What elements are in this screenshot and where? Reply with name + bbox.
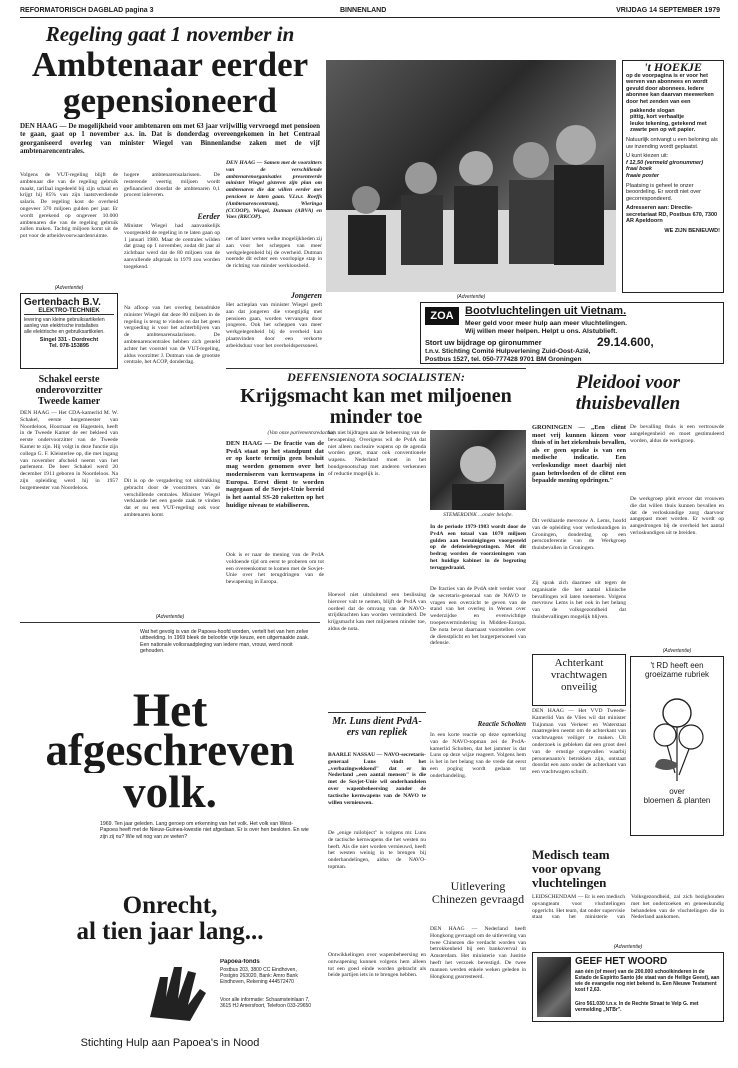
sub-eerder: Eerder (197, 212, 220, 221)
pleidooi-body2: Zij sprak zich daarmee uit tegen de organisatie die het aantal klinische bevallingen wil laten toenemen. Volgens mevrouw Lems is het ook in het belang van de volksgezondheid dat thuisbevallingen mogelijk blijven. (532, 580, 626, 620)
gertenbach-item: aanleg van elektrische installaties (24, 323, 99, 329)
vietnam-line5: Postbus 1527, tel. 050-777428 9701 BM Groningen (425, 356, 582, 363)
defensie-body4: In de periode 1979-1983 wordt door de PvdA een totaal van 1070 miljoen gulden aan bezuinigingen voorgesteld op de defensiebegrotingen. Met dit bedrag worden de voorzieningen van het huidige kabinet in de begroting teruggedraaid. (430, 524, 526, 571)
top-headline: Ambtenaar eerder gepensioneerd (31, 47, 309, 119)
vietnam-ad (420, 302, 724, 364)
gertenbach-sub: ELEKTRO-TECHNIEK (24, 308, 114, 315)
defensie-kicker: DEFENSIENOTA SOCIALISTEN: (287, 370, 465, 384)
header-date: VRIJDAG 14 SEPTEMBER 1979 (616, 7, 720, 14)
defensie-lead: DEN HAAG — De fractie van de PvdA staat op het standpunt dat er op korte termijn geen besluit mag worden genomen over het moderniseren van kernwapens in Europa. Eerst dient te worden nagegaan of de Sovjet-Unie bereid is het aantal SS-20 raketten op het huidige niveau te stabiliseren. (226, 440, 324, 509)
geefword-title: GEEF HET WOORD (575, 956, 668, 967)
hoekje-bullet: pakkende slogan (630, 107, 675, 114)
gertenbach-item: alle elektrische en gebruiksartikelen. (24, 329, 105, 335)
papoea-title1: Het (132, 687, 208, 735)
uitlevering-body: DEN HAAG — Nederland heeft Hongkong gevraagd om de uitlevering van twee Chinezen die verdacht worden van betrokkenheid bij een bankoverval in Amsterdam. Het ministerie van Justitie heeft het verzoek bevestigd. De twee mannen werden enkele weken geleden in Hongkong gearresteerd. (430, 926, 526, 980)
gertenbach-address: Singel 331 - Dordrecht (39, 337, 99, 343)
header-left: REFORMATORISCH DAGBLAD pagina 3 (20, 7, 154, 14)
papoea-footer: Stichting Hulp aan Papoea's in Nood (80, 1037, 260, 1049)
defensie-rule (226, 368, 526, 369)
luns-body2: Ontwikkelingen over wapenbeheersing en ontwapening kunnen volgens hem alleen tot een goed einde worden gebracht als beide partijen iets in te brengen hebben. (328, 952, 426, 979)
top-lead: DEN HAAG — De mogelijkheid voor ambtenaren om met 63 jaar vrijwillig vervroegd met pensioen te gaan, gaat op 1 november a.s. in. Dat is donderdag overeengekomen in het Centraal georganiseerd overleg van minister Wiegel van Binnenlandse zaken met de vijf ambtenarencentrales. (20, 122, 320, 156)
papoea-org-address: Postbus 203, 3800 CC Eindhoven, Postgiro 263020, Bank: Amro Bank Eindhoven, Rekening 444572470 (220, 967, 298, 985)
hoekje-body2: Plaatsing is geheel te onzer beoordeling. Er wordt niet over gecorrespondeerd. (626, 182, 701, 202)
geefword-text: aan één (of meer) van de 200.000 schoolkinderen in de Estado de Espírito Santo (de staat van de Heilige Geest), aan wie de evangelie nog niet bekend is. Een Nieuwe Testament kost f 2,63. (575, 969, 720, 993)
hoekje-body: Natuurlijk ontvangt u een beloning als uw inzending wordt geplaatst. (626, 136, 718, 150)
papoea-slogan1: Onrecht, (122, 893, 218, 919)
papoea-ad (20, 622, 320, 1060)
photo-caption: DEN HAAG — Samen met de voorzitters van de verschillende ambtenarenorganisaties presenteerde minister Wiegel gisteren zijn plan om ambtenaren die dat willen eerder met pensioen te laten gaan. V.l.n.r. Roeffs (Ambtenarencentrum), Wieringa (CCOOP), Wiegel, Dutman (ABVA) en Vaes (RKCOP). (226, 160, 322, 221)
geefword-giro: Giro 561.030 t.n.v. In de Rechte Straat te Velp G. met vermelding „NTBr". (575, 1001, 699, 1013)
gertenbach-ad (20, 293, 118, 369)
luns-body1: De „enige ruilobject" is volgens mr. Luns de tactische kernwapens die het westen nu heeft. Als die niet worden vernieuwd, heeft het westen weinig in te brengen bij onderhandelingen, aldus de NAVO-topman. (328, 830, 426, 870)
rubriek-line1: 't RD heeft een (650, 661, 704, 670)
hoekje-closing: WE ZIJN BENIEUWD! (664, 228, 720, 235)
child-photo (537, 957, 571, 1017)
papoea-adv-label: (Advertentie) (155, 614, 185, 620)
gertenbach-items (24, 317, 114, 335)
defensie-headline: Krijgsmacht kan met miljoenen minder toe (240, 386, 512, 428)
papoea-title2: afgeschreven (45, 727, 295, 773)
defensie-body1: Ook is er naar de mening van de PvdA voldoende tijd om eerst te proberen om tot een overeenkomst te komen met de Sovjet-Unie over het terugdringen van de bewapening in Europa. (226, 552, 324, 586)
rubriek-line4: bloemen & planten (643, 796, 711, 805)
geefword-adv-label: (Advertentie) (613, 944, 643, 950)
achterkant-body: DEN HAAG — Het VVD Tweede-Kamerlid Van de Vlies wil dat minister Tuijnman van Verkeer en Waterstaat maatregelen neemt om de achterkant van vrachtwagens veiliger te maken. Uit onderzoek is gebleken dat een groot deel van de ernstige ongevallen waarbij personenauto's betrokken zijn, ontstaat doordat een auto onder de achterkant van een vrachtwagen schuift. (532, 708, 626, 776)
top-body-col2b: Minister Wiegel had aanvankelijk voorgesteld de regeling in te laten gaan op 1 januari 1980. Maar de centrales wilden dat graag op 1 november, zodat dit jaar al zichtbaar werd dat de 80 miljoen van de aanvullende afspraak in 1979 zou worden toegekend. (124, 223, 220, 270)
portrait-figure (430, 430, 526, 510)
flower-illustration (637, 683, 717, 783)
rubriek-line3: over (669, 787, 685, 796)
defensie-body2: kan niet bijdragen aan de beheersing van de bewapening. Overigens wil de PvdA dat niet alleen nucleaire wapens op de agenda worden gezet, maar ook conventionele wapens. Nederland moet in het bondgenootschap met anderen verkennen of reductie mogelijk is. (328, 430, 426, 477)
luns-lead: BAARLE NASSAU — NAVO-secretaris-generaal Luns vindt het „verbazingwekkend" dat er in Nederland „een aantal mensen" is die met de Sovjet-Unie wil onderhandelen over wapenbeheersing zonder de tactische kernwapens van de NAVO te willen vernieuwen. (328, 752, 426, 806)
pleidooi-headline: Pleidooi voor thuisbevallen (575, 372, 681, 414)
reactie-sub: Reactie Scholten (477, 720, 526, 728)
defensie-body3: Hoewel niet uitsluitend een beslissing hierover valt te nemen, blijft de PvdA van oordeel dat de omvang van de NAVO-strijdkrachten kan worden verminderd. De krijgsmacht kan met miljoenen minder toe, aldus de nota. (328, 592, 426, 632)
luns-headline: Mr. Luns dient PvdA-ers van repliek (332, 716, 422, 738)
geefword-ad (532, 952, 724, 1022)
vietnam-giro: 29.14.600, (597, 335, 654, 349)
achterkant-box (532, 654, 626, 706)
top-body-col3b: Het actieplan van minister Wiegel geeft aan dat jongeren die vroegtijdig met pensioen gaan, worden vervangen door jongeren. Ook het scheppen van meer werkgelegenheid bij de overheid kan plaatsvinden door een verkorte arbeidsduur voor het overheidspersoneel. (226, 302, 322, 349)
vietnam-line1: Meer geld voor meer hulp aan meer vluchtelingen. (465, 320, 628, 327)
defensie-body5: De fracties van de PvdA stelt verder voor de secretaris-generaal van de NAVO te vragen een overzicht te geven van de stand van het overleg in Wenen over wederzijdse en evenwichtige troepenvermindering in Midden-Europa. De nota bevat daarnaast voorstellen over de dienstplicht en het burgerpersoneel van defensie. (430, 586, 526, 647)
rubriek-ad (630, 656, 724, 836)
rubriek-line2: groeizame rubriek (644, 670, 710, 679)
schakel-headline: Schakel eerste onderovorzitter Tweede kamer (35, 374, 103, 407)
vietnam-line2: Wij willen meer helpen. Helpt u ons. Alstublieft. (465, 328, 618, 335)
medisch-body: LEIDSCHENDAM — Er is een medisch opvangteam voor vluchtelingen opgericht. Het team, dat onder supervisie staat van het ministerie van Volksgezondheid, zal zich bezighouden met het onderzoeken en geneeskundig behandelen van de vluchtelingen die in Nederland aankomen. (532, 894, 724, 921)
hoekje-bullet: leuke tekening, getekend met zwarte pen op wit papier. (630, 120, 707, 134)
pleidooi-body3: De bevalling thuis is een vertrouwde aangelegenheid en moet gestimuleerd worden, aldus de werkgroep. (630, 424, 724, 444)
top-body-col2c: Na afloop van het overleg benadrukte minister Wiegel dat deze 80 miljoen in de regeling is terug te vinden en dat het geen vergoeding is voor het achterblijven van de ambtenarensalarissen. De ambtenarencentrales hebben zich gesteld achter het voorstel van de VUT-regeling, aldus voorzitter J. Dutman van de grootste centrale, het ACOP, donderdag. (124, 305, 220, 366)
stemerdink-caption: STEMERDINK ...onder belofte. (443, 512, 513, 518)
papoea-title3: volk. (123, 769, 217, 815)
top-body-col1: Volgens de VUT-regeling blijft de ambtenaar die van de regeling gebruik maakt, tarifaal ingedeeld bij zijn schaal en krijgt hij 85% van zijn laatstverdiende salaris. De regeling kost de overheid ongeveer 370 miljoen gulden per jaar. Er wordt gerekend op ongeveer 10.000 ambtenaren die van de regeling gebruik zullen maken. Tachtig miljoen komt uit de pot voor de arbeidsvoorwaardenruimte. (20, 172, 118, 240)
papoea-slogan2: al tien jaar lang... (76, 919, 264, 945)
papoea-org-name: Papoea-fonds (220, 959, 260, 965)
uitlevering-headline: Uitlevering Chinezen gevraagd (431, 880, 525, 906)
header-center: BINNENLAND (340, 7, 387, 14)
top-body-col2d: Dit is op de vergadering tot uitdrukking gebracht door de voorzitters van de verschillende centrales. Minister Wiegel verklaarde het een goede zaak te vinden dat er nu een VUT-regeling ook voor ambtenaren komt. (124, 478, 220, 518)
stemerdink-photo (430, 430, 526, 510)
vietnam-title: Bootvluchtelingen uit Vietnam. (465, 305, 627, 317)
medisch-headline: Medisch team voor opvang vluchtelingen (532, 848, 610, 890)
hoekje-box (622, 60, 724, 293)
hoekje-reward: f 12,50 (vermeld gironummer) (626, 159, 704, 166)
schakel-body: DEN HAAG — Het CDA-kamerlid M. W. Schakel, eerste burgemeester van Noordeloos, Hoornaar en Hagestein, heeft in de Tweede Kamer de eer bekleed van eerste ondervoorzitter van de Tweede Kamer te zijn. Hij volgt in deze functie zijn collega G. F. Kleisterlee op, die met ingang van november afscheid neemt van het parlement. De heer Schakel werd 20 december 1911 geboren in Noordeloos. Na zijn opleiding werd hij in 1957 burgemeester van Noordeloos. (20, 410, 118, 491)
gertenbach-item: levering van kleine gebruiksartikelen (24, 317, 105, 323)
vietnam-line4: t.n.v. Stichting Comité Hulpverlening Zuid-Oost-Azië, (425, 348, 591, 355)
zoa-logo: ZOA (425, 307, 459, 325)
papoea-text: 1969. Ten jaar geleden. Lang geroep om erkenning van het volk. Het volk van West-Papoea heeft met de Nieuw-Guinea-kwestie niet afgedaan. Er is over hen besloten. En wie zijn zij nu? Wie wil nog van ze weten? (100, 821, 309, 840)
papoea-intro: Wat het gevolg is van de Papoea-hoofd worden, vertelt het van hen zelve uitbeelding. In 1969 bleek de beloofde vrije keuze, een uitgemaakte zaak. Een nationale volksraadpleging van iedere man, vrouw, werd nooit gehouden. (140, 629, 309, 654)
papoea-more-info: Voor alle informatie: Schaamsteinlaan 7, 3615 HJ Amersfoort, Telefoon 033-29650 (220, 997, 312, 1009)
minister-photo (326, 60, 616, 292)
hoekje2-adv-label: (Advertentie) (662, 648, 692, 654)
hoekje-address: Adresseren aan: Directie-secretariaat RD, Postbus 670, 7300 AR Apeldoorn (626, 205, 718, 225)
achterkant-headline: Achterkant vrachtwagen onveilig (550, 657, 608, 693)
photo-figures (326, 60, 616, 292)
hoekje-reward-intro: U kunt kiezen uit: (626, 153, 669, 160)
page-header (20, 6, 720, 18)
pleidooi-lead: GRONINGEN — „Een cliënt moet vrij kunnen kiezen voor thuis of in het ziekenhuis bevallen, als er geen sprake is van een medische indicatie. Een verloskundige moet daarbij niet gaan beïnvloeden of de cliënt een bepaalde mening opdringen." (532, 424, 626, 485)
gertenbach-tel: Tel. 078-153895 (49, 343, 89, 349)
gertenbach-adv-label: (Advertentie) (54, 285, 84, 291)
gertenbach-name: Gertenbach B.V. (24, 297, 101, 308)
photo-adv-label: (Advertentie) (456, 294, 486, 300)
hoekje-intro: op de voorpagina is er voor het werven van abonnees en wordt gevuld door abonnees. Iedere abonnee kan daarvan meewerken door het zenden van een (626, 72, 714, 105)
reactie-body: In een korte reactie op deze opmerking van de NAVO-topman zei de PvdA-kamerlid Scholten, dat het jammer is dat Luns op deze wijze reageert. Volgens hem is het in het belang van de vrede dat eerst een poging wordt gedaan tot onderhandeling. (430, 732, 526, 779)
hoekje-reward: fraai boek (626, 166, 652, 173)
hoekje-reward: fraaie poster (626, 172, 660, 179)
hoekje-title: 't HOEKJE (644, 60, 702, 74)
top-kicker: Regeling gaat 1 november in (45, 22, 295, 46)
sub-jongeren: Jongeren (290, 291, 322, 300)
luns-rule (328, 712, 426, 713)
pleidooi-body1: Dit verklaarde mevrouw A. Lems, hoofd van de opleiding voor verloskundigen in Groningen, donderdag op een persconferentie van de Werkgroep thuisbevallen in Groningen. (532, 518, 626, 552)
pleidooi-body4: De werkgroep pleit ervoor dat vrouwen die dat willen thuis kunnen bevallen en dat de verloskundige zorg daarvoor aangepast moet worden. Er wordt op aangedrongen bij de overheid het aantal verloskundigen uit te breiden. (630, 496, 724, 536)
hoekje-bullet: pittig, kort verhaaltje (630, 114, 685, 121)
defensie-byline: (Van onze parlementsredactie) (267, 430, 335, 436)
hands-illustration (140, 957, 216, 1027)
top-body-col3a: net of later weten welke mogelijkheden zij aan voor het scheppen van meer werkgelegenheid bij de overheid. Dutman noemde dit echter een voorlopige stap in de richting van minder werkloosheid. (226, 236, 322, 270)
top-body-col2a: hogere ambtenarensalarissen. De resterende veertig miljoen wordt gefinancierd doordat de ambtenaren 0,1 procent inleveren. (124, 172, 220, 199)
vietnam-line3: Stort uw bijdrage op gironummer (425, 338, 542, 347)
